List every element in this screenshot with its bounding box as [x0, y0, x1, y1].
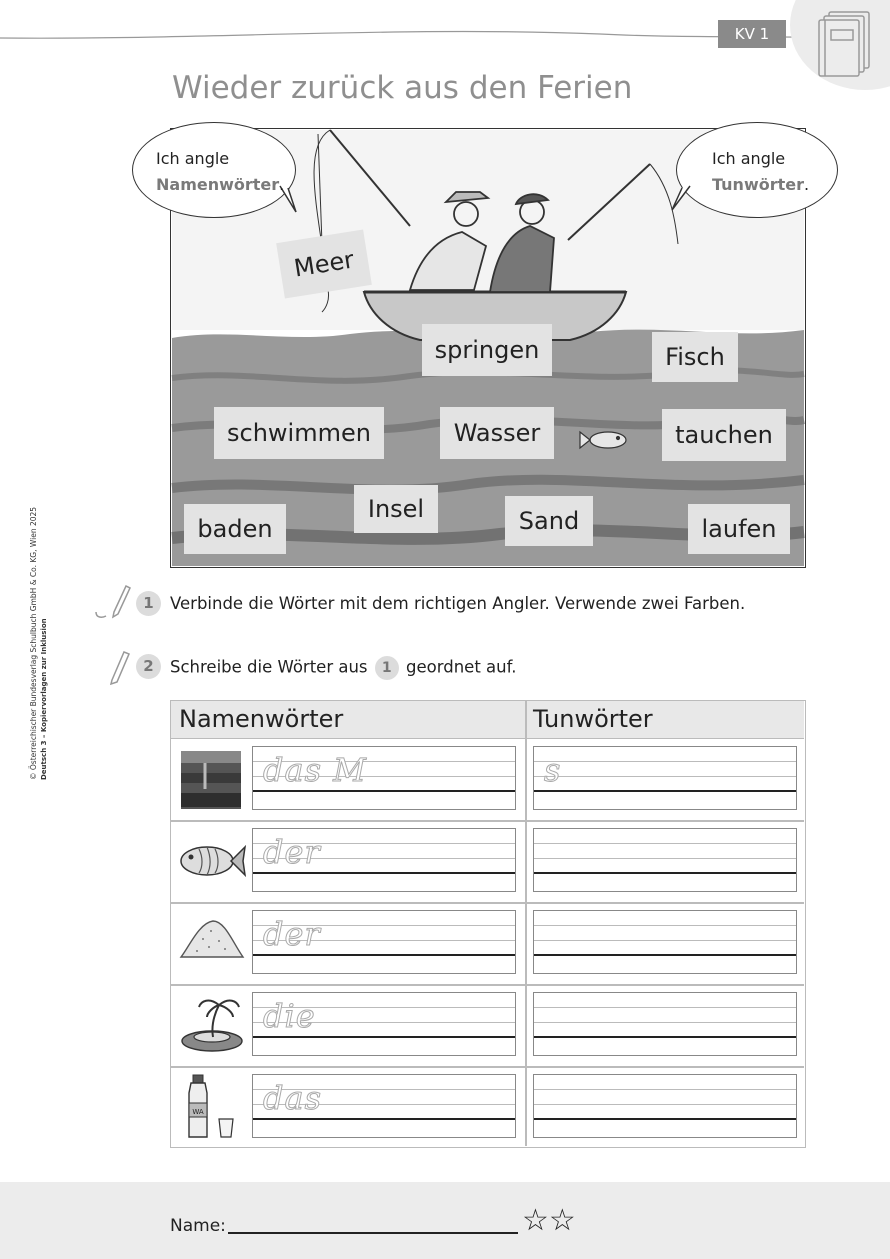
book-icon	[815, 6, 879, 78]
side-copyright	[28, 460, 58, 780]
word-card[interactable]: Insel	[354, 485, 438, 533]
writing-lines-verb[interactable]	[533, 828, 797, 892]
sand-picture	[179, 917, 245, 961]
handwriting-hint: der	[263, 915, 321, 953]
handwriting-hint: die	[263, 997, 316, 1035]
bubble-left-line1: Ich angle	[156, 149, 230, 168]
pencil-line-icon	[92, 582, 132, 622]
task-number-1: 1	[136, 591, 161, 616]
writing-lines-verb[interactable]	[533, 746, 797, 810]
column-divider	[525, 701, 527, 1146]
footer-band	[0, 1182, 890, 1259]
bubble-right-keyword: Tunwörter	[712, 175, 804, 194]
bubble-text-left	[156, 146, 284, 198]
table-header	[171, 701, 804, 739]
copyright-text: © Österreichischer Bundesverlag Schulbuch GmbH & Co. KG, Wien 2025	[29, 506, 38, 780]
word-card[interactable]: Fisch	[652, 332, 738, 382]
writing-lines-noun[interactable]	[252, 910, 516, 974]
word-card[interactable]: Wasser	[440, 407, 554, 459]
name-label: Name:	[170, 1216, 226, 1236]
writing-lines-noun[interactable]	[252, 828, 516, 892]
task-1-text: Verbinde die Wörter mit dem richtigen Angler. Verwende zwei Farben.	[170, 594, 746, 613]
writing-lines-verb[interactable]	[533, 992, 797, 1056]
bubble-right-line1: Ich angle	[712, 149, 786, 168]
word-card[interactable]: Sand	[505, 496, 593, 546]
word-card[interactable]: tauchen	[662, 409, 786, 461]
word-sorting-table	[170, 700, 806, 1148]
bubble-text-right	[712, 146, 809, 198]
bottle-label: WA	[192, 1108, 204, 1116]
fish-picture	[177, 839, 247, 883]
bubble-tail-right	[664, 182, 694, 216]
header-namenwoerter: Namenwörter	[179, 705, 344, 733]
task-number-2: 2	[136, 654, 161, 679]
word-card[interactable]: schwimmen	[214, 407, 384, 459]
name-input-line[interactable]	[228, 1232, 518, 1234]
writing-lines-noun[interactable]	[252, 746, 516, 810]
handwriting-hint: das	[263, 1079, 322, 1117]
row-divider	[171, 902, 804, 904]
rating-stars[interactable]: ☆☆	[522, 1203, 576, 1238]
kv-badge: KV 1	[718, 20, 786, 48]
word-card[interactable]: springen	[422, 324, 552, 376]
task-2-after: geordnet auf.	[406, 657, 517, 677]
water-bottle-picture	[181, 1073, 241, 1141]
writing-lines-verb[interactable]	[533, 1074, 797, 1138]
writing-lines-noun[interactable]	[252, 992, 516, 1056]
row-divider	[171, 1066, 804, 1068]
task-2-before: Schreibe die Wörter aus	[170, 657, 368, 677]
island-picture	[179, 993, 245, 1053]
bubble-right-punct: .	[804, 175, 810, 194]
writing-lines-noun[interactable]	[252, 1074, 516, 1138]
pencil-icon	[104, 646, 134, 686]
writing-lines-verb[interactable]	[533, 910, 797, 974]
handwriting-hint: das M	[263, 751, 367, 789]
row-divider	[171, 820, 804, 822]
bubble-left-punct: .	[279, 175, 285, 194]
header-tunwoerter: Tunwörter	[533, 705, 653, 733]
handwriting-hint: der	[263, 833, 321, 871]
word-card[interactable]: Meer	[276, 229, 372, 298]
task-2-ref: 1	[375, 656, 399, 680]
bubble-left-keyword: Namenwörter	[156, 175, 280, 194]
row-divider	[171, 984, 804, 986]
word-card[interactable]: laufen	[688, 504, 790, 554]
book-title-text: Deutsch 3 – Kopiervorlagen zur Inklusion	[40, 618, 48, 780]
sea-picture	[179, 749, 243, 811]
word-card[interactable]: baden	[184, 504, 286, 554]
handwriting-hint: s	[544, 751, 562, 789]
page-title: Wieder zurück aus den Ferien	[172, 70, 633, 106]
task-2-text	[170, 656, 516, 680]
